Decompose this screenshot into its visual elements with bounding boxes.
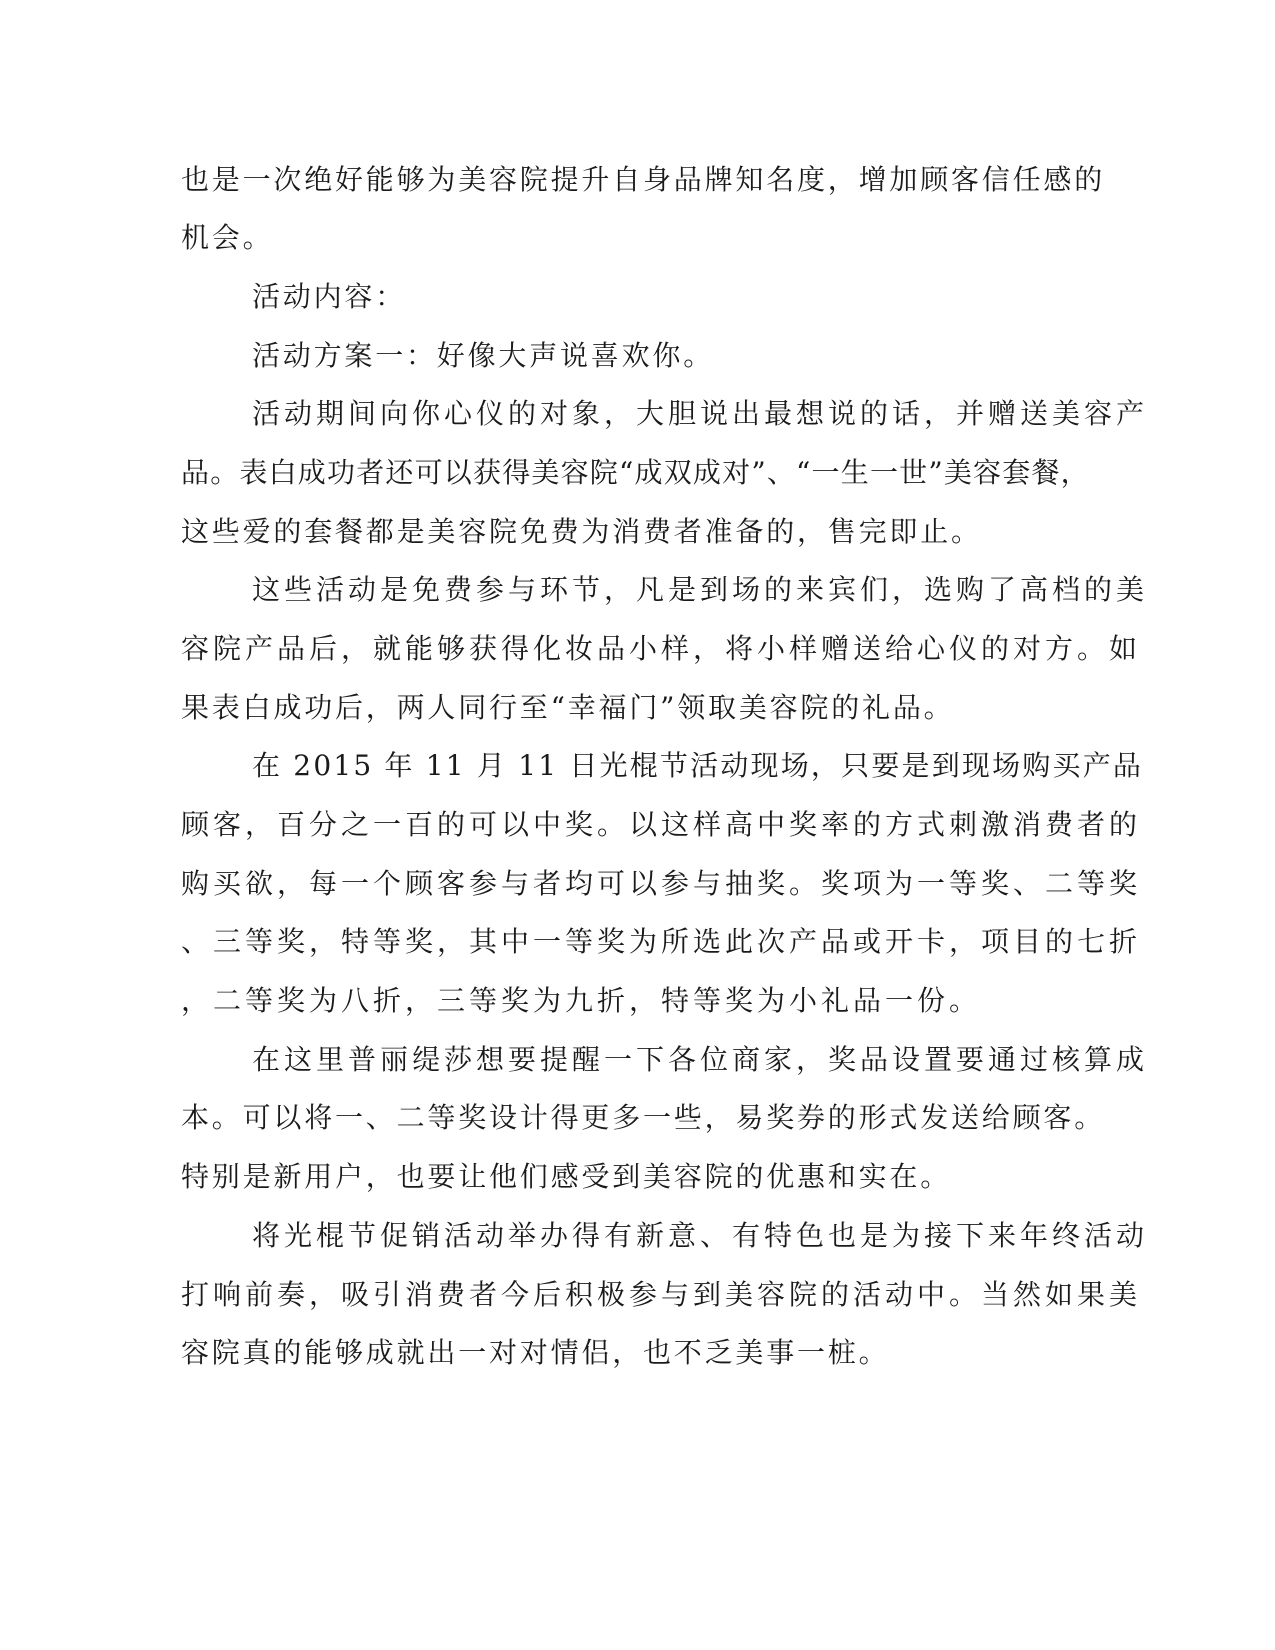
text-line: 这些爱的套餐都是美容院免费为消费者准备的，售完即止。: [181, 515, 982, 548]
text-line: 这些活动是免费参与环节，凡是到场的来宾们，选购了高档的美: [252, 573, 1149, 606]
text-line: 也是一次绝好能够为美容院提升自身品牌知名度，增加顾客信任感的: [181, 163, 1106, 196]
text-line: 、三等奖，特等奖，其中一等奖为所选此次产品或开卡，项目的七折: [181, 925, 1142, 958]
text-line: 本。可以将一、二等奖设计得更多一些，易奖券的形式发送给顾客。: [181, 1101, 1106, 1134]
text-line: 购买欲，每一个顾客参与者均可以参与抽奖。奖项为一等奖、二等奖: [181, 867, 1142, 900]
text-line: 容院真的能够成就出一对对情侣，也不乏美事一桩。: [181, 1336, 890, 1369]
text-line: 容院产品后，就能够获得化妆品小样，将小样赠送给心仪的对方。如: [181, 632, 1142, 665]
text-line: 顾客，百分之一百的可以中奖。以这样高中奖率的方式刺激消费者的: [181, 808, 1142, 841]
text-line: 特别是新用户，也要让他们感受到美容院的优惠和实在。: [181, 1160, 952, 1193]
text-line: 将光棍节促销活动举办得有新意、有特色也是为接下来年终活动: [252, 1219, 1149, 1252]
text-line: 活动期间向你心仪的对象，大胆说出最想说的话，并赠送美容产: [252, 397, 1149, 430]
text-line: 果表白成功后，两人同行至“幸福门”领取美容院的礼品。: [181, 691, 955, 724]
section-heading: 活动内容：: [252, 280, 407, 313]
text-line: 在这里普丽缇莎想要提醒一下各位商家，奖品设置要通过核算成: [252, 1043, 1149, 1076]
text-line: 品。表白成功者还可以获得美容院“成双成对”、“一生一世”美容套餐，: [181, 456, 1090, 489]
subsection-heading: 活动方案一：好像大声说喜欢你。: [252, 339, 715, 372]
text-line: 机会。: [181, 221, 274, 254]
text-line: 打响前奏，吸引消费者今后积极参与到美容院的活动中。当然如果美: [181, 1278, 1142, 1311]
text-line: ，二等奖为八折，三等奖为九折，特等奖为小礼品一份。: [181, 984, 982, 1017]
text-line: 在 2015 年 11 月 11 日光棍节活动现场，只要是到现场购买产品: [252, 749, 1144, 782]
